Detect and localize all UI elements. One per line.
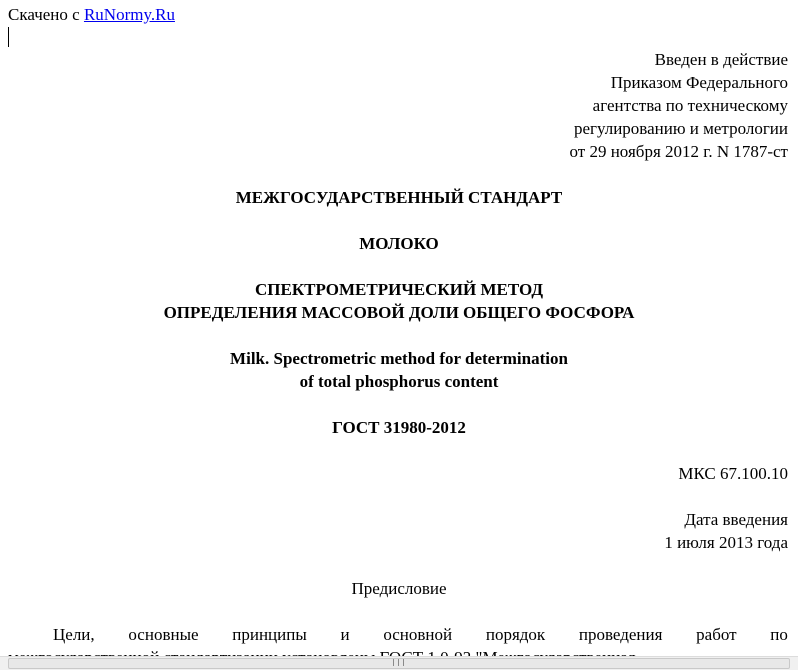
- word: и: [340, 625, 350, 644]
- word: проведения: [578, 625, 663, 644]
- runormy-link[interactable]: RuNormy.Ru: [83, 5, 175, 24]
- source-line: [8, 3, 175, 26]
- english-title-line: Milk. Spectrometric method for determination: [230, 349, 568, 368]
- scrollbar-grip-icon: [393, 659, 404, 666]
- gost-number: ГОСТ 31980-2012: [332, 418, 466, 437]
- foreword-paragraph-line: [53, 623, 788, 646]
- standard-type: МЕЖГОСУДАРСТВЕННЫЙ СТАНДАРТ: [235, 188, 563, 207]
- word: основные: [128, 625, 199, 644]
- foreword-heading: Предисловие: [351, 579, 447, 598]
- enactment-line: Приказом Федерального: [610, 73, 788, 92]
- enactment-line: Введен в действие: [654, 50, 788, 69]
- horizontal-scrollbar[interactable]: [0, 656, 798, 670]
- word: порядок: [485, 625, 546, 644]
- enactment-line: от 29 ноября 2012 г. N 1787-ст: [569, 142, 788, 161]
- enactment-line: агентства по техническому: [592, 96, 788, 115]
- word: принципы: [232, 625, 307, 644]
- method-title-line: СПЕКТРОМЕТРИЧЕСКИЙ МЕТОД: [254, 280, 544, 299]
- mks-code: МКС 67.100.10: [678, 464, 788, 483]
- word: по: [770, 625, 788, 644]
- english-title-line: of total phosphorus content: [299, 372, 499, 391]
- effective-date: 1 июля 2013 года: [664, 533, 788, 552]
- product-title: МОЛОКО: [359, 234, 439, 253]
- word: работ: [696, 625, 737, 644]
- effective-date-label: Дата введения: [684, 510, 788, 529]
- enactment-line: регулированию и метрологии: [573, 119, 788, 138]
- source-prefix: Скачено с: [8, 5, 84, 24]
- text-cursor: [8, 27, 9, 47]
- word: Цели,: [53, 625, 95, 644]
- method-title-line: ОПРЕДЕЛЕНИЯ МАССОВОЙ ДОЛИ ОБЩЕГО ФОСФОРА: [163, 303, 635, 322]
- word: основной: [383, 625, 453, 644]
